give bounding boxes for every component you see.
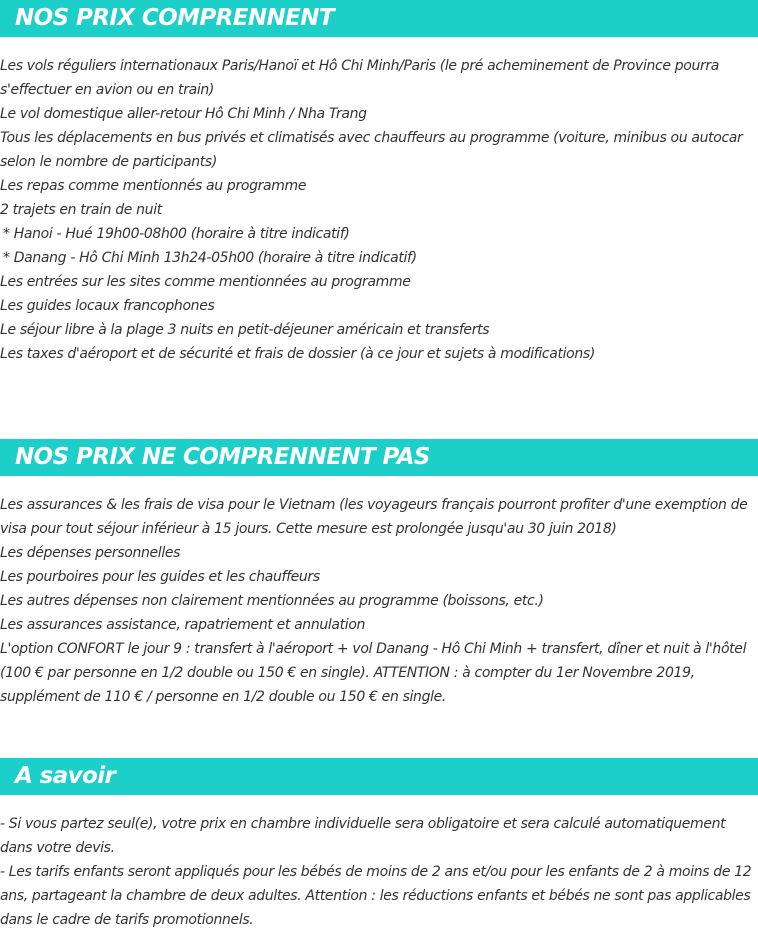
list-item: Les autres dépenses non clairement mentionnées au programme (boissons, etc.) <box>0 593 544 609</box>
list-item: Les vols réguliers internationaux Paris/Hanoï et Hô Chi Minh/Paris (le pré acheminement de Province pourra s'effectuer en avion ou en train) <box>0 58 720 98</box>
section-header-excluded: NOS PRIX NE COMPRENNENT PAS <box>0 439 758 476</box>
list-item: * Danang - Hô Chi Minh 13h24-05h00 (horaire à titre indicatif) <box>3 250 417 266</box>
list-item: 2 trajets en train de nuit <box>0 202 162 218</box>
list-item: Les taxes d'aéroport et de sécurité et frais de dossier (à ce jour et sujets à modifications) <box>0 346 595 362</box>
list-item: * Hanoi - Hué 19h00-08h00 (horaire à titre indicatif) <box>3 226 350 242</box>
list-item: - Les tarifs enfants seront appliqués pour les bébés de moins de 2 ans et/ou pour les enfants de 2 à moins de 12 ans, partageant la chambre de deux adultes. Attention : les réductions enfants et bébés ne sont pas applicables dans le cadre de tarifs promotionnels. <box>0 864 752 928</box>
included-list <box>0 54 758 366</box>
list-item: Les entrées sur les sites comme mentionnées au programme <box>0 274 411 290</box>
section-header-info: A savoir <box>0 758 758 795</box>
section-header-included: NOS PRIX COMPRENNENT <box>0 0 758 37</box>
list-item: Les assurances & les frais de visa pour le Vietnam (les voyageurs français pourront profiter d'une exemption de visa pour tout séjour inférieur à 15 jours. Cette mesure est prolongée jusqu'au 30 juin 2018) <box>0 497 748 537</box>
list-item: Les pourboires pour les guides et les chauffeurs <box>0 569 320 585</box>
list-item: Le vol domestique aller-retour Hô Chi Minh / Nha Trang <box>0 106 367 122</box>
list-item: - Si vous partez seul(e), votre prix en chambre individuelle sera obligatoire et sera calculé automatiquement dans votre devis. <box>0 816 726 856</box>
list-item: Les repas comme mentionnés au programme <box>0 178 307 194</box>
info-list <box>0 812 758 932</box>
list-item: Les dépenses personnelles <box>0 545 181 561</box>
list-item: Les assurances assistance, rapatriement et annulation <box>0 617 366 633</box>
excluded-list <box>0 493 758 709</box>
list-item: Le séjour libre à la plage 3 nuits en petit-déjeuner américain et transferts <box>0 322 490 338</box>
list-item: L'option CONFORT le jour 9 : transfert à l'aéroport + vol Danang - Hô Chi Minh + transfert, dîner et nuit à l'hôtel (100 € par personne en 1/2 double ou 150 € en single). ATTENTION : à compter du 1er Novembre 2019, supplément de 110 € / personne en 1/2 double ou 150 € en single. <box>0 641 747 705</box>
list-item: Tous les déplacements en bus privés et climatisés avec chauffeurs au programme (voiture, minibus ou autocar selon le nombre de participants) <box>0 130 743 170</box>
list-item: Les guides locaux francophones <box>0 298 215 314</box>
